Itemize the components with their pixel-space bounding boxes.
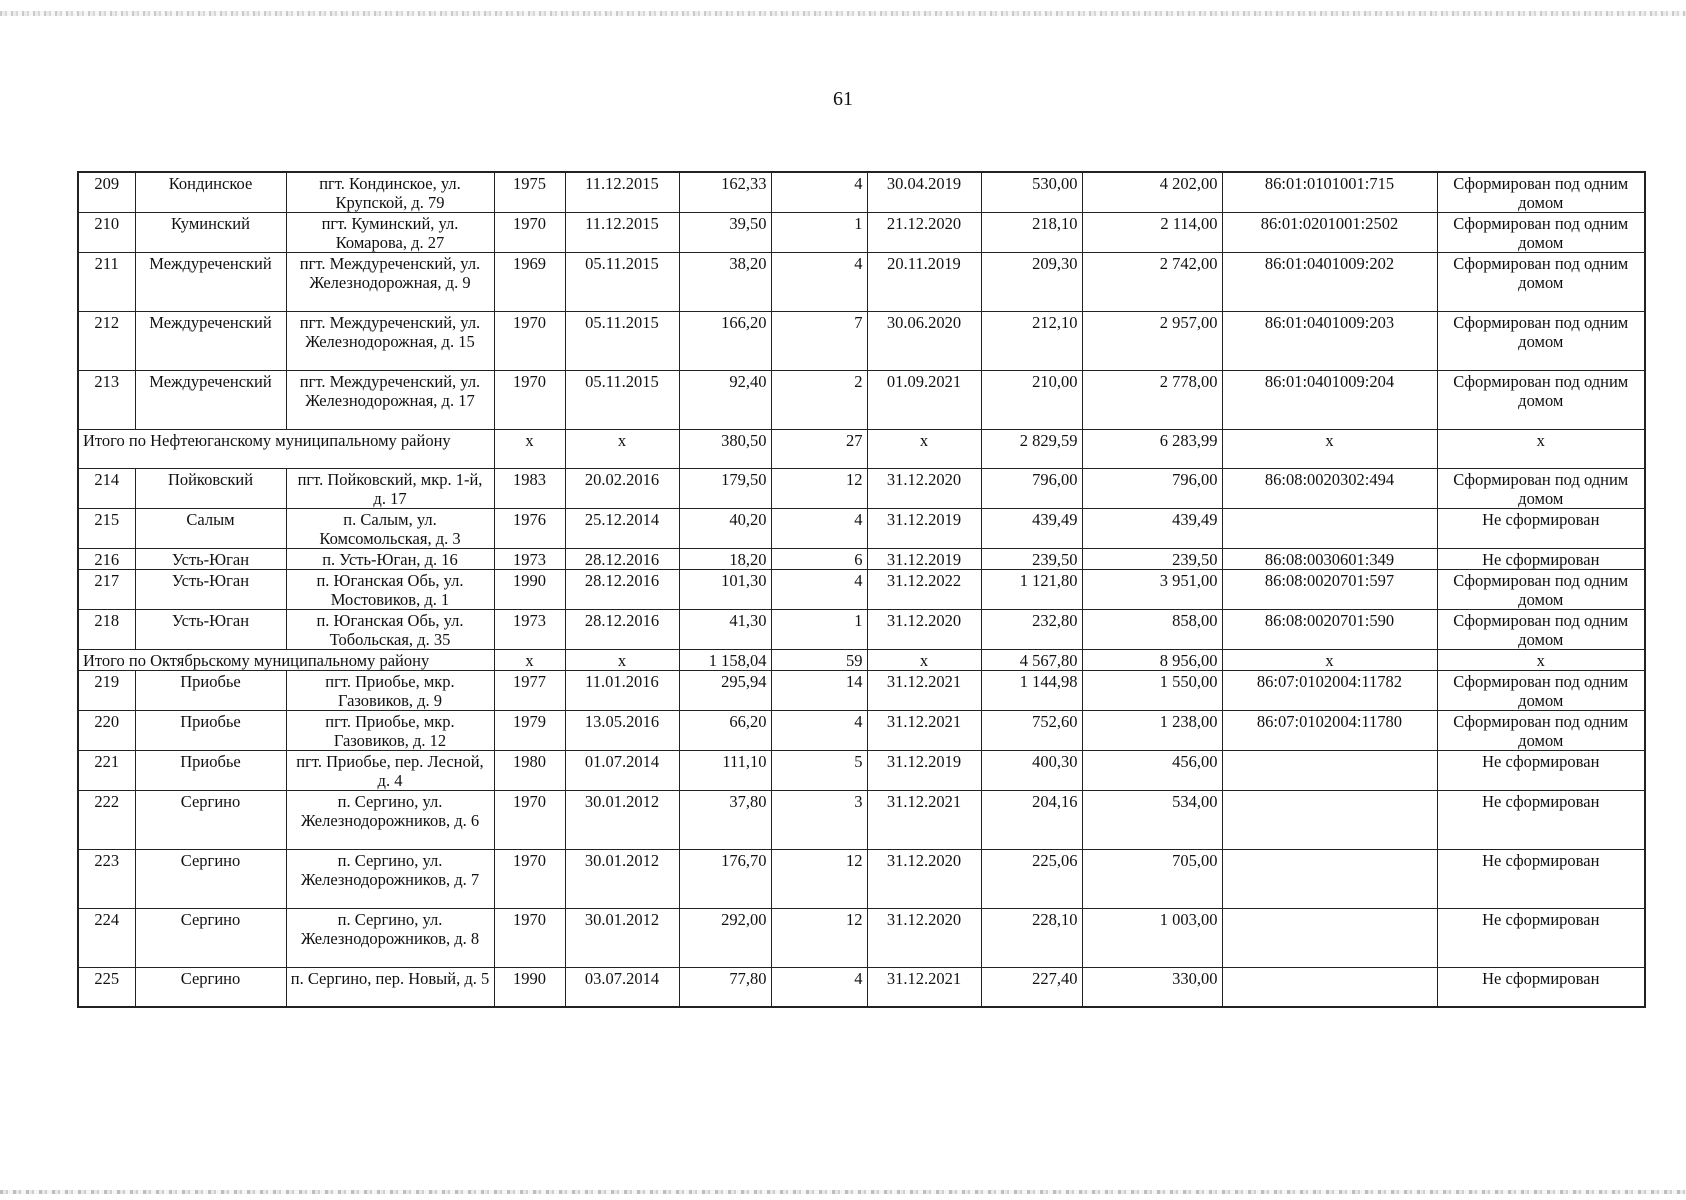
row-number: 212 xyxy=(78,312,135,371)
date-cell: x xyxy=(565,650,679,671)
cadastral-cell: 86:08:0020701:590 xyxy=(1222,610,1437,650)
area3-cell: 1 238,00 xyxy=(1082,711,1222,751)
area2-cell: 212,10 xyxy=(981,312,1082,371)
area2-cell: 232,80 xyxy=(981,610,1082,650)
address-cell: пгт. Междуреченский, ул. Железнодорожная, д. 15 xyxy=(286,312,494,371)
area-cell: 1 158,04 xyxy=(679,650,771,671)
table-row xyxy=(78,671,1645,711)
people-cell: 4 xyxy=(771,509,867,549)
area-cell: 101,30 xyxy=(679,570,771,610)
status-cell: Сформирован под одним домом xyxy=(1437,610,1645,650)
year-cell: 1983 xyxy=(494,469,565,509)
deadline-cell: 31.12.2020 xyxy=(867,469,981,509)
people-cell: 4 xyxy=(771,172,867,213)
area2-cell: 439,49 xyxy=(981,509,1082,549)
address-cell: п. Юганская Обь, ул. Мостовиков, д. 1 xyxy=(286,570,494,610)
settlement-cell: Междуреченский xyxy=(135,253,286,312)
area3-cell: 2 957,00 xyxy=(1082,312,1222,371)
area3-cell: 2 114,00 xyxy=(1082,213,1222,253)
settlement-cell: Пойковский xyxy=(135,469,286,509)
people-cell: 59 xyxy=(771,650,867,671)
year-cell: 1970 xyxy=(494,909,565,968)
area3-cell: 2 778,00 xyxy=(1082,371,1222,430)
people-cell: 1 xyxy=(771,213,867,253)
settlement-cell: Междуреченский xyxy=(135,371,286,430)
row-number: 216 xyxy=(78,549,135,570)
cadastral-cell: 86:07:0102004:11780 xyxy=(1222,711,1437,751)
year-cell: 1979 xyxy=(494,711,565,751)
status-cell: Сформирован под одним домом xyxy=(1437,253,1645,312)
area2-cell: 530,00 xyxy=(981,172,1082,213)
status-cell: Сформирован под одним домом xyxy=(1437,711,1645,751)
people-cell: 4 xyxy=(771,253,867,312)
address-cell: пгт. Приобье, мкр. Газовиков, д. 12 xyxy=(286,711,494,751)
cadastral-cell: 86:08:0020302:494 xyxy=(1222,469,1437,509)
area3-cell: 796,00 xyxy=(1082,469,1222,509)
status-cell: Сформирован под одним домом xyxy=(1437,172,1645,213)
date-cell: 05.11.2015 xyxy=(565,371,679,430)
row-number: 221 xyxy=(78,751,135,791)
deadline-cell: 31.12.2021 xyxy=(867,711,981,751)
status-cell: Сформирован под одним домом xyxy=(1437,671,1645,711)
year-cell: x xyxy=(494,430,565,469)
area-cell: 39,50 xyxy=(679,213,771,253)
area-cell: 111,10 xyxy=(679,751,771,791)
area2-cell: 218,10 xyxy=(981,213,1082,253)
row-number: 217 xyxy=(78,570,135,610)
address-cell: пгт. Пойковский, мкр. 1-й, д. 17 xyxy=(286,469,494,509)
area-cell: 295,94 xyxy=(679,671,771,711)
total-row xyxy=(78,430,1645,469)
deadline-cell: 01.09.2021 xyxy=(867,371,981,430)
status-cell: Сформирован под одним домом xyxy=(1437,312,1645,371)
date-cell: 30.01.2012 xyxy=(565,909,679,968)
area2-cell: 204,16 xyxy=(981,791,1082,850)
settlement-cell: Усть-Юган xyxy=(135,549,286,570)
area3-cell: 239,50 xyxy=(1082,549,1222,570)
year-cell: 1970 xyxy=(494,312,565,371)
area-cell: 179,50 xyxy=(679,469,771,509)
people-cell: 4 xyxy=(771,570,867,610)
row-number: 209 xyxy=(78,172,135,213)
people-cell: 6 xyxy=(771,549,867,570)
year-cell: 1990 xyxy=(494,968,565,1007)
deadline-cell: 30.04.2019 xyxy=(867,172,981,213)
people-cell: 1 xyxy=(771,610,867,650)
date-cell: 28.12.2016 xyxy=(565,549,679,570)
area-cell: 77,80 xyxy=(679,968,771,1007)
status-cell: Не сформирован xyxy=(1437,909,1645,968)
address-cell: пгт. Приобье, пер. Лесной, д. 4 xyxy=(286,751,494,791)
settlement-cell: Усть-Юган xyxy=(135,570,286,610)
settlement-cell: Усть-Юган xyxy=(135,610,286,650)
deadline-cell: 31.12.2020 xyxy=(867,610,981,650)
total-row xyxy=(78,650,1645,671)
cadastral-cell xyxy=(1222,509,1437,549)
status-cell: Не сформирован xyxy=(1437,968,1645,1007)
settlement-cell: Сергино xyxy=(135,850,286,909)
year-cell: 1980 xyxy=(494,751,565,791)
status-cell: Не сформирован xyxy=(1437,791,1645,850)
row-number: 215 xyxy=(78,509,135,549)
settlement-cell: Кондинское xyxy=(135,172,286,213)
row-number: 213 xyxy=(78,371,135,430)
row-number: 219 xyxy=(78,671,135,711)
area3-cell: 1 003,00 xyxy=(1082,909,1222,968)
settlement-cell: Салым xyxy=(135,509,286,549)
area2-cell: 400,30 xyxy=(981,751,1082,791)
year-cell: 1990 xyxy=(494,570,565,610)
deadline-cell: 31.12.2020 xyxy=(867,850,981,909)
settlement-cell: Приобье xyxy=(135,711,286,751)
date-cell: 20.02.2016 xyxy=(565,469,679,509)
area-cell: 37,80 xyxy=(679,791,771,850)
row-number: 223 xyxy=(78,850,135,909)
people-cell: 12 xyxy=(771,850,867,909)
row-number: 211 xyxy=(78,253,135,312)
year-cell: 1973 xyxy=(494,549,565,570)
year-cell: 1976 xyxy=(494,509,565,549)
area-cell: 40,20 xyxy=(679,509,771,549)
area3-cell: 534,00 xyxy=(1082,791,1222,850)
status-cell: Не сформирован xyxy=(1437,751,1645,791)
year-cell: x xyxy=(494,650,565,671)
people-cell: 3 xyxy=(771,791,867,850)
date-cell: 05.11.2015 xyxy=(565,312,679,371)
table-row xyxy=(78,371,1645,430)
deadline-cell: 30.06.2020 xyxy=(867,312,981,371)
area-cell: 38,20 xyxy=(679,253,771,312)
deadline-cell: 31.12.2019 xyxy=(867,751,981,791)
date-cell: x xyxy=(565,430,679,469)
deadline-cell: 31.12.2019 xyxy=(867,509,981,549)
area3-cell: 3 951,00 xyxy=(1082,570,1222,610)
cadastral-cell xyxy=(1222,791,1437,850)
housing-registry-table xyxy=(77,171,1646,1008)
deadline-cell: 20.11.2019 xyxy=(867,253,981,312)
people-cell: 27 xyxy=(771,430,867,469)
area2-cell: 227,40 xyxy=(981,968,1082,1007)
settlement-cell: Куминский xyxy=(135,213,286,253)
area2-cell: 796,00 xyxy=(981,469,1082,509)
date-cell: 01.07.2014 xyxy=(565,751,679,791)
area3-cell: 2 742,00 xyxy=(1082,253,1222,312)
area-cell: 292,00 xyxy=(679,909,771,968)
cadastral-cell: 86:01:0401009:203 xyxy=(1222,312,1437,371)
area3-cell: 456,00 xyxy=(1082,751,1222,791)
deadline-cell: x xyxy=(867,430,981,469)
area2-cell: 752,60 xyxy=(981,711,1082,751)
people-cell: 4 xyxy=(771,968,867,1007)
settlement-cell: Сергино xyxy=(135,968,286,1007)
area3-cell: 439,49 xyxy=(1082,509,1222,549)
area2-cell: 228,10 xyxy=(981,909,1082,968)
year-cell: 1970 xyxy=(494,791,565,850)
table-row xyxy=(78,312,1645,371)
area3-cell: 330,00 xyxy=(1082,968,1222,1007)
table-row xyxy=(78,610,1645,650)
address-cell: пгт. Приобье, мкр. Газовиков, д. 9 xyxy=(286,671,494,711)
status-cell: Сформирован под одним домом xyxy=(1437,213,1645,253)
address-cell: пгт. Междуреченский, ул. Железнодорожная, д. 17 xyxy=(286,371,494,430)
table-row xyxy=(78,213,1645,253)
area3-cell: 858,00 xyxy=(1082,610,1222,650)
people-cell: 7 xyxy=(771,312,867,371)
status-cell: Не сформирован xyxy=(1437,850,1645,909)
date-cell: 13.05.2016 xyxy=(565,711,679,751)
cadastral-cell xyxy=(1222,751,1437,791)
table-row xyxy=(78,172,1645,213)
area-cell: 380,50 xyxy=(679,430,771,469)
deadline-cell: 31.12.2021 xyxy=(867,671,981,711)
date-cell: 11.12.2015 xyxy=(565,213,679,253)
cadastral-cell xyxy=(1222,850,1437,909)
table-row xyxy=(78,968,1645,1007)
area2-cell: 1 121,80 xyxy=(981,570,1082,610)
cadastral-cell: x xyxy=(1222,430,1437,469)
table-row xyxy=(78,253,1645,312)
cadastral-cell: 86:08:0020701:597 xyxy=(1222,570,1437,610)
deadline-cell: 31.12.2019 xyxy=(867,549,981,570)
area2-cell: 210,00 xyxy=(981,371,1082,430)
date-cell: 25.12.2014 xyxy=(565,509,679,549)
year-cell: 1975 xyxy=(494,172,565,213)
address-cell: п. Сергино, ул. Железнодорожников, д. 8 xyxy=(286,909,494,968)
cadastral-cell: 86:01:0401009:204 xyxy=(1222,371,1437,430)
date-cell: 30.01.2012 xyxy=(565,791,679,850)
row-number: 224 xyxy=(78,909,135,968)
row-number: 222 xyxy=(78,791,135,850)
scan-edge-top xyxy=(0,11,1686,16)
area3-cell: 1 550,00 xyxy=(1082,671,1222,711)
address-cell: п. Юганская Обь, ул. Тобольская, д. 35 xyxy=(286,610,494,650)
address-cell: пгт. Куминский, ул. Комарова, д. 27 xyxy=(286,213,494,253)
settlement-cell: Сергино xyxy=(135,909,286,968)
area-cell: 92,40 xyxy=(679,371,771,430)
people-cell: 5 xyxy=(771,751,867,791)
date-cell: 11.12.2015 xyxy=(565,172,679,213)
row-number: 225 xyxy=(78,968,135,1007)
area-cell: 18,20 xyxy=(679,549,771,570)
table-row xyxy=(78,570,1645,610)
year-cell: 1970 xyxy=(494,850,565,909)
date-cell: 03.07.2014 xyxy=(565,968,679,1007)
area-cell: 66,20 xyxy=(679,711,771,751)
status-cell: x xyxy=(1437,430,1645,469)
date-cell: 28.12.2016 xyxy=(565,610,679,650)
table-row xyxy=(78,469,1645,509)
address-cell: п. Усть-Юган, д. 16 xyxy=(286,549,494,570)
cadastral-cell: 86:07:0102004:11782 xyxy=(1222,671,1437,711)
settlement-cell: Междуреченский xyxy=(135,312,286,371)
area-cell: 176,70 xyxy=(679,850,771,909)
area2-cell: 4 567,80 xyxy=(981,650,1082,671)
people-cell: 4 xyxy=(771,711,867,751)
table-row xyxy=(78,791,1645,850)
year-cell: 1973 xyxy=(494,610,565,650)
year-cell: 1970 xyxy=(494,371,565,430)
status-cell: Не сформирован xyxy=(1437,509,1645,549)
cadastral-cell: 86:01:0101001:715 xyxy=(1222,172,1437,213)
table-row xyxy=(78,850,1645,909)
table-row xyxy=(78,509,1645,549)
address-cell: пгт. Междуреченский, ул. Железнодорожная, д. 9 xyxy=(286,253,494,312)
area2-cell: 1 144,98 xyxy=(981,671,1082,711)
date-cell: 30.01.2012 xyxy=(565,850,679,909)
total-label: Итого по Октябрьскому муниципальному району xyxy=(78,650,494,671)
year-cell: 1969 xyxy=(494,253,565,312)
address-cell: п. Сергино, ул. Железнодорожников, д. 7 xyxy=(286,850,494,909)
cadastral-cell: 86:08:0030601:349 xyxy=(1222,549,1437,570)
row-number: 210 xyxy=(78,213,135,253)
people-cell: 12 xyxy=(771,469,867,509)
area3-cell: 4 202,00 xyxy=(1082,172,1222,213)
deadline-cell: 31.12.2021 xyxy=(867,791,981,850)
deadline-cell: 31.12.2022 xyxy=(867,570,981,610)
deadline-cell: x xyxy=(867,650,981,671)
cadastral-cell: 86:01:0401009:202 xyxy=(1222,253,1437,312)
deadline-cell: 21.12.2020 xyxy=(867,213,981,253)
status-cell: Не сформирован xyxy=(1437,549,1645,570)
people-cell: 12 xyxy=(771,909,867,968)
year-cell: 1970 xyxy=(494,213,565,253)
date-cell: 28.12.2016 xyxy=(565,570,679,610)
settlement-cell: Сергино xyxy=(135,791,286,850)
cadastral-cell: 86:01:0201001:2502 xyxy=(1222,213,1437,253)
total-label: Итого по Нефтеюганскому муниципальному району xyxy=(78,430,494,469)
area2-cell: 239,50 xyxy=(981,549,1082,570)
status-cell: Сформирован под одним домом xyxy=(1437,570,1645,610)
date-cell: 11.01.2016 xyxy=(565,671,679,711)
area-cell: 41,30 xyxy=(679,610,771,650)
area3-cell: 705,00 xyxy=(1082,850,1222,909)
status-cell: Сформирован под одним домом xyxy=(1437,371,1645,430)
row-number: 214 xyxy=(78,469,135,509)
cadastral-cell: x xyxy=(1222,650,1437,671)
area3-cell: 8 956,00 xyxy=(1082,650,1222,671)
scan-edge-bottom xyxy=(0,1190,1686,1194)
area-cell: 166,20 xyxy=(679,312,771,371)
address-cell: п. Салым, ул. Комсомольская, д. 3 xyxy=(286,509,494,549)
deadline-cell: 31.12.2020 xyxy=(867,909,981,968)
row-number: 220 xyxy=(78,711,135,751)
address-cell: п. Сергино, ул. Железнодорожников, д. 6 xyxy=(286,791,494,850)
status-cell: x xyxy=(1437,650,1645,671)
status-cell: Сформирован под одним домом xyxy=(1437,469,1645,509)
cadastral-cell xyxy=(1222,909,1437,968)
table-row xyxy=(78,549,1645,570)
table-row xyxy=(78,751,1645,791)
table-row xyxy=(78,909,1645,968)
deadline-cell: 31.12.2021 xyxy=(867,968,981,1007)
table-row xyxy=(78,711,1645,751)
settlement-cell: Приобье xyxy=(135,671,286,711)
address-cell: пгт. Кондинское, ул. Крупской, д. 79 xyxy=(286,172,494,213)
cadastral-cell xyxy=(1222,968,1437,1007)
area3-cell: 6 283,99 xyxy=(1082,430,1222,469)
area2-cell: 225,06 xyxy=(981,850,1082,909)
area-cell: 162,33 xyxy=(679,172,771,213)
year-cell: 1977 xyxy=(494,671,565,711)
people-cell: 2 xyxy=(771,371,867,430)
settlement-cell: Приобье xyxy=(135,751,286,791)
area2-cell: 209,30 xyxy=(981,253,1082,312)
page-number: 61 xyxy=(833,88,853,110)
address-cell: п. Сергино, пер. Новый, д. 5 xyxy=(286,968,494,1007)
area2-cell: 2 829,59 xyxy=(981,430,1082,469)
people-cell: 14 xyxy=(771,671,867,711)
row-number: 218 xyxy=(78,610,135,650)
date-cell: 05.11.2015 xyxy=(565,253,679,312)
